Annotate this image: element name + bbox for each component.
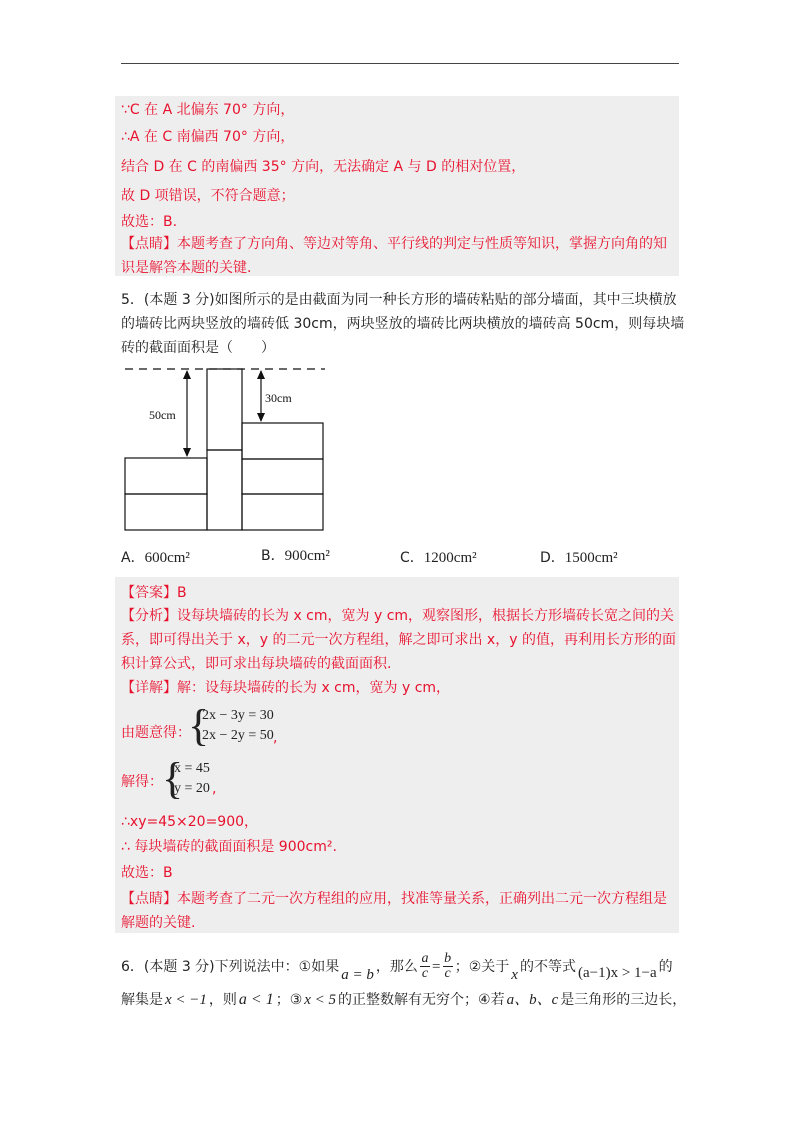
option-a-letter: A． bbox=[121, 550, 145, 566]
q6-abc: a、b、c bbox=[506, 992, 559, 1008]
left-horizontal-brick-1 bbox=[125, 458, 207, 494]
prev-line-2: ∴A 在 C 南偏西 70° 方向， bbox=[121, 129, 295, 145]
prev-comment-2: 识是解答本题的关键. bbox=[121, 260, 252, 276]
q5-line-2: 的墙砖比两块竖放的墙砖低 30cm，两块竖放的墙砖比两块横放的墙砖高 50cm，则每块墙 bbox=[121, 316, 685, 332]
prev-comment-1: 【点睛】本题考查了方向角、等边对等角、平行线的判定与性质等知识，掌握方向角的知 bbox=[121, 236, 667, 252]
option-b-value: 900cm² bbox=[284, 548, 330, 564]
prev-line-4: 故 D 项错误，不符合题意； bbox=[121, 188, 295, 204]
q6-line-1 bbox=[121, 952, 673, 981]
solution-comma: , bbox=[212, 781, 217, 797]
brick-wall-figure bbox=[115, 360, 335, 536]
right-horizontal-brick-1 bbox=[242, 423, 323, 459]
right-horizontal-brick-2 bbox=[242, 459, 323, 494]
fraction-b-denominator: c bbox=[444, 966, 451, 981]
q6-variable-x: x bbox=[511, 966, 518, 983]
q6-inequality-label: 的不等式 bbox=[519, 958, 576, 975]
fraction-equals: = bbox=[432, 958, 441, 975]
equation-1: 2x − 3y = 30 bbox=[202, 708, 274, 723]
arrow-30-head-up bbox=[257, 370, 265, 379]
option-c-value: 1200cm² bbox=[423, 550, 477, 566]
arrow-50-head-up bbox=[183, 370, 191, 379]
equation-2: 2x − 2y = 50 bbox=[202, 728, 274, 743]
option-a-value: 600cm² bbox=[144, 550, 190, 566]
option-b-letter: B． bbox=[261, 548, 285, 564]
q6-line2-end: 是三角形的三边长， bbox=[560, 992, 687, 1008]
option-d-value: 1500cm² bbox=[564, 550, 618, 566]
option-c-letter: C． bbox=[400, 550, 424, 566]
vertical-brick-top bbox=[207, 369, 242, 450]
q6-x-less-than-5: x < 5 bbox=[304, 992, 337, 1008]
arrow-30-head-down bbox=[257, 413, 265, 422]
right-horizontal-brick-3 bbox=[242, 494, 323, 530]
prev-line-5: 故选：B. bbox=[121, 214, 178, 230]
solution-x: x = 45 bbox=[174, 761, 210, 776]
q6-item3-text: 的正整数解有无穷个；④若 bbox=[338, 992, 505, 1008]
q5-line-3: 砖的截面面积是（ ） bbox=[121, 340, 275, 356]
equation-label: 由题意得： bbox=[121, 725, 191, 741]
q6-then-2: ，则 bbox=[208, 992, 237, 1008]
vertical-brick-bottom bbox=[207, 450, 242, 530]
q6-a-less-than-1: a < 1 bbox=[238, 991, 274, 1008]
q6-solution-set: x < −1 bbox=[165, 992, 207, 1008]
q5-comment-1: 【点睛】本题考查了二元一次方程组的应用，找准等量关系，正确列出二元一次方程组是 bbox=[121, 891, 667, 907]
solution-brace: { bbox=[162, 754, 184, 803]
equation-brace: { bbox=[188, 701, 210, 750]
option-d-letter: D． bbox=[540, 550, 565, 566]
q6-item3-marker: ；③ bbox=[275, 992, 303, 1008]
prev-line-1: ∵C 在 A 北偏东 70° 方向， bbox=[121, 102, 295, 118]
left-horizontal-brick-2 bbox=[125, 494, 207, 530]
equation-system bbox=[202, 706, 274, 746]
fraction-b-numerator: b bbox=[444, 951, 452, 966]
area-line: ∴ 每块墙砖的截面面积是 900cm². bbox=[121, 839, 337, 855]
label-50cm: 50cm bbox=[149, 408, 176, 422]
q5-line-1: 5．(本题 3 分)如图所示的是由截面为同一种长方形的墙砖粘贴的部分墙面，其中三块横放 bbox=[121, 292, 677, 308]
fraction-b-over-c bbox=[443, 952, 453, 981]
fraction-a-denominator: c bbox=[421, 966, 429, 981]
q5-comment-2: 解题的关键. bbox=[121, 915, 196, 931]
solution-system bbox=[174, 759, 210, 799]
q6-inequality: (a−1)x > 1−a bbox=[577, 964, 657, 981]
answer-line: 【答案】B bbox=[121, 585, 187, 601]
analysis-line-2: 系，即可得出关于 x，y 的二元一次方程组，解之即可求出 x，y 的值，再利用长方形的面 bbox=[121, 632, 676, 648]
label-30cm: 30cm bbox=[265, 391, 292, 405]
option-a bbox=[121, 548, 190, 568]
fraction-a-numerator: a bbox=[421, 951, 429, 966]
analysis-line-1: 【分析】设每块墙砖的长为 x cm，宽为 y cm，观察图形，根据长方形墙砖长宽之间的关 bbox=[121, 608, 675, 624]
equation-comma: , bbox=[273, 730, 278, 746]
option-b bbox=[261, 546, 330, 566]
header-rule bbox=[121, 63, 679, 64]
q6-solution-set-label: 解集是 bbox=[121, 992, 163, 1008]
q6-condition-a-eq-b: a = b bbox=[341, 966, 374, 983]
detail-line: 【详解】解：设每块墙砖的长为 x cm，宽为 y cm， bbox=[121, 680, 451, 696]
option-c bbox=[400, 548, 477, 568]
q6-then: ，那么 bbox=[375, 958, 418, 975]
q6-intro: 6．(本题 3 分)下列说法中：①如果 bbox=[121, 958, 340, 975]
fraction-a-over-c bbox=[420, 952, 430, 981]
q6-line-2 bbox=[121, 990, 686, 1010]
option-d bbox=[540, 548, 618, 568]
solution-label: 解得： bbox=[121, 774, 163, 790]
xy-product-line: ∴xy=45×20=900， bbox=[121, 814, 259, 830]
q6-item2-intro: ；②关于 bbox=[454, 958, 510, 975]
q6-line1-end: 的 bbox=[658, 958, 673, 975]
arrow-50-head-down bbox=[183, 448, 191, 457]
analysis-line-3: 积计算公式，即可求出每块墙砖的截面面积. bbox=[121, 656, 392, 672]
choice-line: 故选：B bbox=[121, 865, 173, 881]
prev-line-3: 结合 D 在 C 的南偏西 35° 方向，无法确定 A 与 D 的相对位置， bbox=[121, 159, 526, 175]
solution-y: y = 20 bbox=[174, 781, 210, 796]
